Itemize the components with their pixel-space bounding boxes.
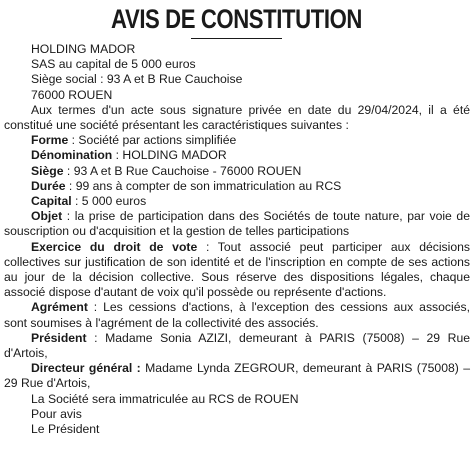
field-label: Exercice du droit de vote (31, 239, 198, 254)
company-seat: Siège social : 93 A et B Rue Cauchoise (31, 72, 243, 87)
field-label: Forme (31, 133, 69, 148)
intro-paragraph (4, 103, 470, 133)
closing-pour-avis: Pour avis (31, 406, 82, 421)
field-label: Durée (31, 178, 66, 193)
field-value: : Madame Sonia AZIZI, demeurant à PARIS (75008) – 29 Rue d'Artois, (4, 330, 470, 361)
field-value: Madame Lynda ZEGROUR, demeurant à PARIS (75008) – 29 Rue d'Artois, (4, 361, 470, 391)
field-value: : Les cessions d'actions, à l'exception des cessions aux associés, sont soumises à l'agrément de la collectivité des associés. (4, 300, 470, 330)
field-agrement (4, 300, 470, 330)
field-value: : Tout associé peut participer aux décisions collectives sur justification de son identité et de l'inscription en compte de ses actions au jour de la décision collective. Sous réserve des dispositions légales, chaque associé dispose d'autant de voix qu'il possède ou représente d'actions. (4, 239, 471, 300)
field-label: Objet (31, 209, 63, 224)
notice-title: AVIS DE CONSTITUTION (111, 4, 362, 34)
intro-text: Aux termes d'un acte sous signature privée en date du 29/04/2024, il a été constitué une société présentant les caractéristiques suivantes : (4, 102, 470, 133)
field-label: Président (31, 330, 87, 345)
field-directeur-general (4, 361, 470, 391)
field-duree (4, 179, 470, 194)
field-capital (4, 194, 470, 209)
field-droit-de-vote (4, 240, 470, 301)
field-objet (4, 209, 470, 239)
field-label: Capital (31, 194, 72, 209)
field-label: Directeur général : (31, 361, 141, 376)
field-label: Agrément (31, 300, 88, 315)
field-label: Dénomination (31, 148, 113, 163)
field-siege (4, 164, 470, 179)
company-city: 76000 ROUEN (31, 87, 113, 102)
field-value: : la prise de participation dans des Sociétés de toute nature, par voie de souscription ou d'acquisition et la gestion de telles participations (4, 209, 470, 239)
closing-registration: La Société sera immatriculée au RCS de ROUEN (31, 391, 299, 406)
field-value: : 99 ans à compter de son immatriculation au RCS (65, 178, 342, 193)
field-denomination (4, 148, 470, 163)
field-value: : HOLDING MADOR (112, 148, 227, 163)
field-value: : 93 A et B Rue Cauchoise - 76000 ROUEN (63, 163, 302, 178)
notice-body (4, 42, 470, 437)
field-forme (4, 133, 470, 148)
field-value: : 5 000 euros (71, 194, 147, 209)
company-capital: SAS au capital de 5 000 euros (31, 57, 196, 72)
title-underline (191, 38, 282, 39)
closing-signatory: Le Président (31, 422, 100, 437)
field-president (4, 331, 470, 361)
company-name: HOLDING MADOR (31, 42, 136, 56)
field-label: Siège (31, 163, 64, 178)
field-value: : Société par actions simplifiée (68, 133, 237, 148)
